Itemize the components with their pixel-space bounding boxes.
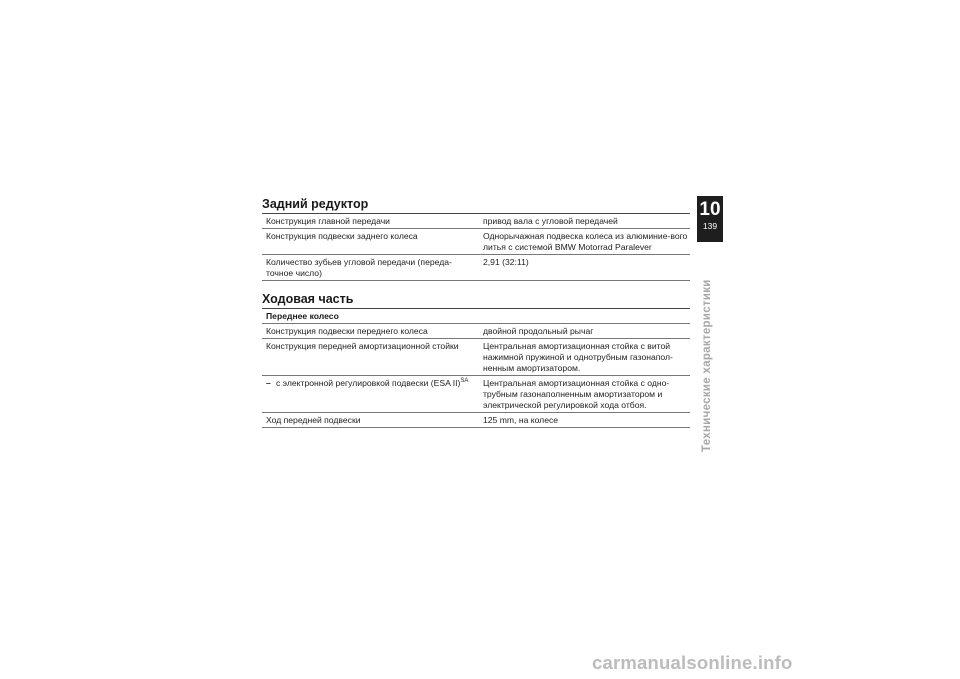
chassis-table <box>262 324 690 428</box>
chapter-number: 10 <box>699 199 721 220</box>
page-number: 139 <box>702 221 718 231</box>
spec-label: Количество зубьев угловой передачи (переда-точное число) <box>262 255 477 281</box>
table-row <box>262 229 690 255</box>
spec-value: двойной продольный рычаг <box>477 324 690 339</box>
rear-drive-heading: Задний редуктор <box>262 197 369 211</box>
front-wheel-subheading: Переднее колесо <box>262 309 690 324</box>
spec-value: Однорычажная подвеска колеса из алюминие-вого литья с системой BMW Motorrad Paralever <box>477 229 690 255</box>
spec-label: Конструкция главной передачи <box>262 214 477 229</box>
spec-value: привод вала с угловой передачей <box>477 214 690 229</box>
spec-label: Конструкция передней амортизационной стойки <box>262 339 477 376</box>
rear-drive-table <box>262 214 690 281</box>
spec-label: Ход передней подвески <box>262 413 477 428</box>
table-row <box>262 255 690 281</box>
chapter-title-vertical: Технические характеристики <box>701 279 713 452</box>
chapter-tab <box>697 196 723 242</box>
spec-value: Центральная амортизационная стойка с одно-трубным газонаполненным амортизатором и электрической регулировкой хода отбоя. <box>477 376 690 413</box>
spec-label-option <box>262 376 477 413</box>
spec-value: Центральная амортизационная стойка с витой нажимной пружиной и однотрубным газонапол-ненным амортизатором. <box>477 339 690 376</box>
chassis-heading: Ходовая часть <box>262 292 354 306</box>
table-row <box>262 413 690 428</box>
option-label-text: с электронной регулировкой подвески (ESA II) <box>276 378 461 388</box>
spec-value: 125 mm, на колесе <box>477 413 690 428</box>
table-row <box>262 339 690 376</box>
spec-value: 2,91 (32:11) <box>477 255 690 281</box>
spec-label: Конструкция подвески переднего колеса <box>262 324 477 339</box>
table-row <box>262 376 690 413</box>
table-row <box>262 324 690 339</box>
table-row <box>262 214 690 229</box>
watermark-text: carmanualsonline.info <box>592 652 793 673</box>
spec-label: Конструкция подвески заднего колеса <box>262 229 477 255</box>
content-area <box>262 196 690 428</box>
dash-marker: – <box>266 378 271 388</box>
sa-marker: SA <box>460 378 469 385</box>
